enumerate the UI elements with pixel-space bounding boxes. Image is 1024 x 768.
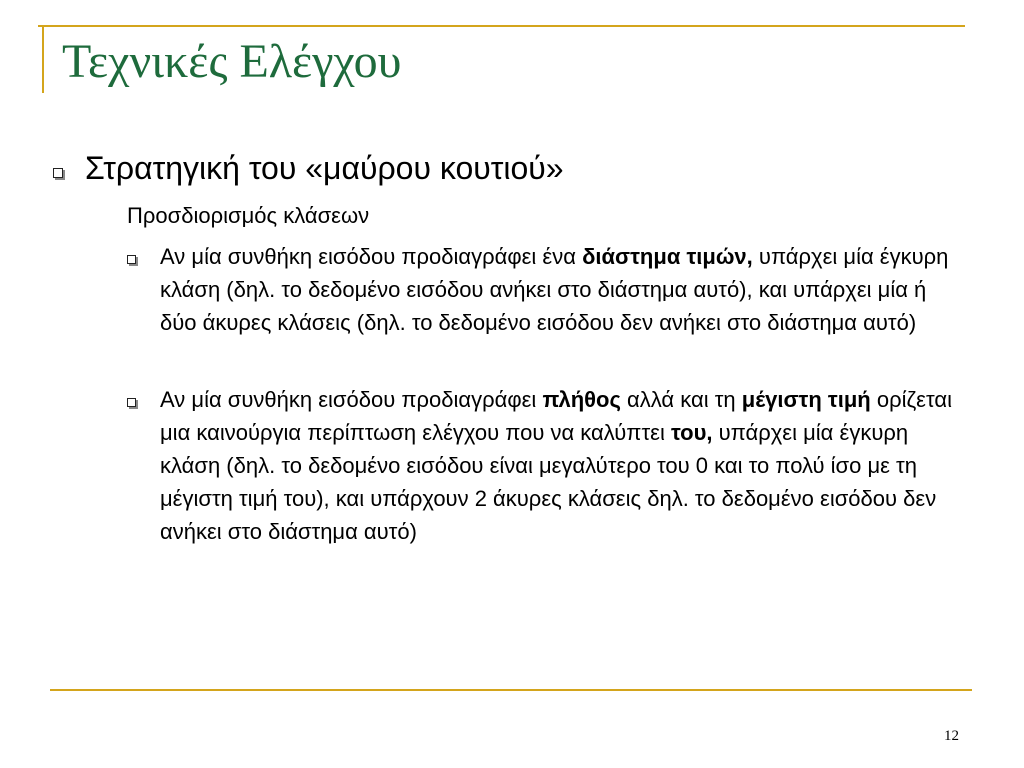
item-bold-text: πλήθος	[542, 387, 621, 412]
item-text: ορίζεται μια καινούργια περίπτωση ελέγχου που να καλύπτει	[160, 387, 952, 445]
bottom-accent-line	[50, 689, 972, 691]
square-bullet-icon	[53, 168, 63, 178]
bullet-item-count	[160, 383, 960, 548]
item-text: υπάρχει μία έγκυρη κλάση (δηλ. το δεδομένο εισόδου είναι μεγαλύτερο του 0 και το πολύ ίσο με τη μέγιστη τιμή του), και υπάρχουν 2 άκυρες κλάσεις δηλ. το δεδομένο εισόδου δεν ανήκει στο διάστημα αυτό)	[160, 420, 937, 544]
square-bullet-icon	[127, 255, 136, 264]
item-text: αλλά και τη	[620, 387, 742, 412]
bullet-level1-text: Στρατηγική του «μαύρου κουτιού»	[85, 150, 564, 186]
sub-heading: Προσδιορισμός κλάσεων	[127, 203, 370, 228]
top-accent-line	[38, 25, 965, 27]
item-bold-text: μέγιστη τιμή	[741, 387, 871, 412]
slide-title: Τεχνικές Ελέγχου	[62, 35, 402, 88]
square-bullet-icon	[127, 398, 136, 407]
item-text: υπάρχει μία έγκυρη κλάση (δηλ. το δεδομένο εισόδου ανήκει στο διάστημα αυτό), και υπάρχει μία ή δύο άκυρες κλάσεις (δηλ. το δεδομένο εισόδου δεν ανήκει στο διάστημα αυτό)	[160, 244, 949, 335]
page-number: 12	[944, 728, 959, 744]
item-text: Αν μία συνθήκη εισόδου προδιαγράφει	[160, 387, 543, 412]
item-text: Αν μία συνθήκη εισόδου προδιαγράφει ένα	[160, 244, 583, 269]
left-accent-line	[42, 25, 44, 93]
bullet-item-interval	[160, 240, 960, 339]
item-bold-text: διάστημα τιμών,	[582, 244, 753, 269]
item-bold-text: του,	[670, 420, 713, 445]
